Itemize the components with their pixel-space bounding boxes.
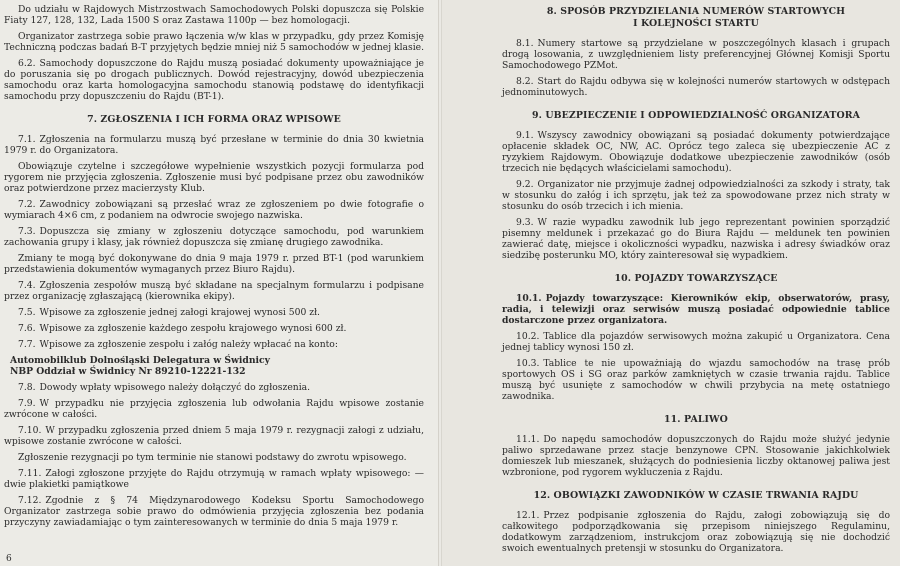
paragraph-text: Do udziału w Rajdowych Mistrzostwach Samochodowych Polski dopuszcza się Polskie Fiaty 127, 128, 132, Lada 1500 S oraz Zastawa 1100p — bez homologacji.: [4, 4, 424, 26]
paragraph: [502, 38, 890, 71]
paragraph: [4, 323, 424, 334]
paragraph: [4, 382, 424, 393]
section-7-paragraphs: [4, 134, 424, 350]
paragraph: [502, 358, 890, 402]
section-11-paragraphs: [502, 434, 890, 478]
paragraph-number: 7.8.: [18, 382, 36, 393]
paragraph: [4, 253, 424, 275]
section-8-heading: [502, 6, 890, 30]
section-9-paragraphs: [502, 130, 890, 261]
paragraph: [502, 510, 890, 554]
section-12-heading: 12. OBOWIĄZKI ZAWODNIKÓW W CZASIE TRWANIA RAJDU: [533, 490, 859, 501]
paragraph-text: Wpisowe za zgłoszenie zespołu i załóg należy wpłacać na konto:: [39, 339, 338, 350]
paragraph-text: Dopuszcza się zmiany w zgłoszeniu dotyczące samochodu, pod warunkiem zachowania grupy i klasy, jak również dopuszcza się zmianę drugiego zawodnika.: [4, 226, 424, 248]
section-8-paragraphs: [502, 38, 890, 98]
paragraph-number: 7.3.: [18, 226, 36, 237]
paragraph-text: Do napędu samochodów dopuszczonych do Rajdu może służyć jedynie paliwo sprzedawane przez stacje benzynowe CPN. Stosowanie jakichkolwiek domieszek lub mieszanek, służących do podniesienia liczby oktanowej paliwa jest wzbronione, pod rygorem wykluczenia z Rajdu.: [502, 434, 890, 478]
paragraph: [502, 217, 890, 261]
right-page: [442, 0, 900, 566]
paragraph-text: W przypadku zgłoszenia przed dniem 5 maja 1979 r. rezygnacji załogi z udziału, wpisowe zostanie zwrócone w całości.: [4, 425, 424, 447]
paragraph: [4, 161, 424, 194]
paragraph-number: 7.6.: [18, 323, 36, 334]
paragraph: [4, 425, 424, 447]
paragraph-number: 8.2.: [516, 76, 534, 87]
paragraph: [502, 331, 890, 353]
paragraph-number: 12.1.: [516, 510, 540, 521]
paragraph-text: Zmiany te mogą być dokonywane do dnia 9 maja 1979 r. przed BT-1 (pod warunkiem przedstawienia dokumentów wymaganych przez Biuro Rajdu).: [4, 253, 424, 275]
paragraph-text: W przypadku nie przyjęcia zgłoszenia lub odwołania Rajdu wpisowe zostanie zwrócone w całości.: [4, 398, 424, 420]
paragraph-text: Tablice te nie upoważniają do wjazdu samochodów na trasę prób sportowych OS i SG oraz parków zamkniętych w czasie trwania rajdu. Tablice muszą być usunięte z samochodów w chwili przybycia na metę ostatniego zawodnika.: [502, 358, 890, 402]
account-line: Automobilklub Dolnośląski Delegatura w Świdnicy: [10, 355, 270, 366]
paragraph-number: 10.2.: [516, 331, 540, 342]
paragraph: [4, 398, 424, 420]
paragraph: [4, 452, 424, 463]
page-number: 6: [6, 554, 12, 564]
paragraph-text: Wszyscy zawodnicy obowiązani są posiadać dokumenty potwierdzające opłacenie składek OC, NW, AC. Oprócz tego zaleca się ubezpieczenie AC z ryzykiem Rajdowym. Obowiązuje dodatkowe ubezpieczenie zawodników (osób trzecich nie będących właścicielami samochodu).: [502, 130, 890, 174]
paragraph-text: Zgłoszenie rezygnacji po tym terminie nie stanowi podstawy do zwrotu wpisowego.: [18, 452, 407, 463]
paragraph-number: 7.1.: [18, 134, 36, 145]
paragraph-number: 7.11.: [18, 468, 42, 479]
paragraph-number: 11.1.: [516, 434, 540, 445]
paragraph-number: 7.12.: [18, 495, 42, 506]
paragraph-number: 9.3.: [516, 217, 534, 228]
paragraph: [502, 434, 890, 478]
section-8-heading-line-2: I KOLEJNOŚCI STARTU: [633, 18, 759, 29]
section-10-paragraphs: [502, 293, 890, 402]
paragraph-number: 9.2.: [516, 179, 534, 190]
paragraph-text: Obowiązuje czytelne i szczegółowe wypełnienie wszystkich pozycji formularza pod rygorem nie przyjęcia zgłoszenia. Zgłoszenie musi być podpisane przez obu zawodników oraz potwierdzone przez macierzysty Klub.: [4, 161, 424, 194]
paragraph-text: Organizator nie przyjmuje żadnej odpowiedzialności za szkody i straty, tak w stosunku do załóg i ich sprzętu, jak też za spowodowane przez nich straty w stosunku do osób trzecich i ich mienia.: [502, 179, 890, 212]
left-column: [4, 4, 424, 533]
paragraph-text: Zgłoszenia na formularzu muszą być przesłane w terminie do dnia 30 kwietnia 1979 r. do Organizatora.: [4, 134, 424, 156]
paragraph-text: Dowody wpłaty wpisowego należy dołączyć do zgłoszenia.: [39, 382, 311, 393]
paragraph: [4, 4, 424, 26]
paragraph: [4, 468, 424, 490]
paragraph-text: Zawodnicy zobowiązani są przesłać wraz ze zgłoszeniem po dwie fotografie o wymiarach 4×6 cm, z podaniem na odwrocie swojego nazwiska.: [4, 199, 424, 221]
paragraph-number: 8.1.: [516, 38, 534, 49]
paragraph-text: Start do Rajdu odbywa się w kolejności numerów startowych w odstępach jednominutowych.: [502, 76, 890, 98]
paragraph: [4, 31, 424, 53]
paragraph-number: 10.1.: [516, 293, 542, 304]
paragraph-number: 7.2.: [18, 199, 36, 210]
account-line: NBP Oddział w Świdnicy Nr 89210-12221-132: [10, 366, 246, 377]
paragraph-text: Organizator zastrzega sobie prawo łączenia w/w klas w przypadku, gdy przez Komisję Techniczną podczas badań B-T przyjętych będzie mniej niż 5 samochodów w jednej klasie.: [4, 31, 425, 53]
paragraph: [4, 226, 424, 248]
paragraph-text: Zgodnie z § 74 Międzynarodowego Kodeksu Sportu Samochodowego Organizator zastrzega sobie prawo do odmówienia przyjęcia zgłoszenia bez podania przyczyny zawiadamiając o tym zainteresowanych w terminie do dnia 5 maja 1979 r.: [4, 495, 424, 528]
section-11-heading: 11. PALIWO: [664, 414, 728, 425]
section-7-continued-paragraphs: [4, 382, 424, 528]
paragraph: [4, 495, 424, 528]
paragraph: [4, 307, 424, 318]
section-9-heading: 9. UBEZPIECZENIE I ODPOWIEDZIALNOŚĆ ORGANIZATORA: [531, 110, 861, 121]
paragraph-number: 7.4.: [18, 280, 36, 291]
paragraph-text: Samochody dopuszczone do Rajdu muszą posiadać dokumenty upoważniające je do poruszania się po drogach publicznych. Dowód rejestracyjny, dowód ubezpieczenia samochodu oraz karta homologacyjna samochodu stanowią podstawę do identyfikacji samochodu przy dopuszczeniu do Rajdu (BT-1).: [4, 58, 424, 102]
right-column: [502, 4, 890, 559]
section-8-heading-line-1: 8. SPOSÓB PRZYDZIELANIA NUMERÓW STARTOWYCH: [546, 6, 846, 17]
paragraph-number: 7.7.: [18, 339, 36, 350]
paragraph-text: Przez podpisanie zgłoszenia do Rajdu, załogi zobowiązują się do całkowitego podporządkowania się przepisom niniejszego Regulaminu, dodatkowym zarządzeniom, instrukcjom oraz zobowiązują się nie dochodzić swoich ewentualnych pretensji w stosunku do Organizatora.: [502, 510, 890, 554]
paragraph-text: Załogi zgłoszone przyjęte do Rajdu otrzymują w ramach wpłaty wpisowego: — dwie plakietki pamiątkowe: [4, 468, 424, 490]
paragraph: [4, 339, 424, 350]
paragraph: [502, 293, 890, 326]
paragraph: [4, 58, 424, 102]
paragraph: [4, 280, 424, 302]
paragraph-number: 7.5.: [18, 307, 36, 318]
section-7-heading: 7. ZGŁOSZENIA I ICH FORMA ORAZ WPISOWE: [87, 114, 341, 125]
paragraph: [4, 134, 424, 156]
paragraph-text: Zgłoszenia zespołów muszą być składane na specjalnym formularzu i podpisane przez organizację zgłaszającą (kierownika ekipy).: [4, 280, 424, 302]
paragraph-text: Tablice dla pojazdów serwisowych można zakupić u Organizatora. Cena jednej tablicy wynosi 150 zł.: [502, 331, 890, 353]
paragraph-number: 10.3.: [516, 358, 540, 369]
paragraph: [502, 130, 890, 174]
paragraph-number: 9.1.: [516, 130, 534, 141]
left-intro-paragraphs: [4, 4, 424, 102]
paragraph-text: Numery startowe są przydzielane w poszczególnych klasach i grupach drogą losowania, z uwzględnieniem listy preferencyjnej Głównej Komisji Sportu Samochodowego PZMot.: [502, 38, 890, 71]
section-10-heading: 10. POJAZDY TOWARZYSZĄCE: [614, 273, 778, 284]
paragraph-number: 7.9.: [18, 398, 36, 409]
paragraph-text: W razie wypadku zawodnik lub jego reprezentant powinien sporządzić pisemny meldunek i przekazać go do Biura Rajdu — meldunek ten powinien zawierać datę, miejsce i okoliczności wypadku, nazwiska i adresy świadków oraz siedzibę posterunku MO, który zainteresował się wypadkiem.: [502, 217, 890, 261]
paragraph: [502, 179, 890, 212]
paragraph: [4, 199, 424, 221]
paragraph-text: Pojazdy towarzyszące: Kierowników ekip, obserwatorów, prasy, radia, i telewizji oraz serwisów muszą posiadać odpowiednie tablice dostarczone przez organizatora.: [502, 293, 890, 326]
paragraph-text: Wpisowe za zgłoszenie każdego zespołu krajowego wynosi 600 zł.: [39, 323, 347, 334]
paragraph-number: 6.2.: [18, 58, 36, 69]
left-page: [0, 0, 438, 566]
paragraph-text: Wpisowe za zgłoszenie jednej załogi krajowej wynosi 500 zł.: [39, 307, 320, 318]
bank-account-block: [4, 355, 424, 377]
section-12-paragraphs: [502, 510, 890, 554]
paragraph-number: 7.10.: [18, 425, 42, 436]
paragraph: [502, 76, 890, 98]
